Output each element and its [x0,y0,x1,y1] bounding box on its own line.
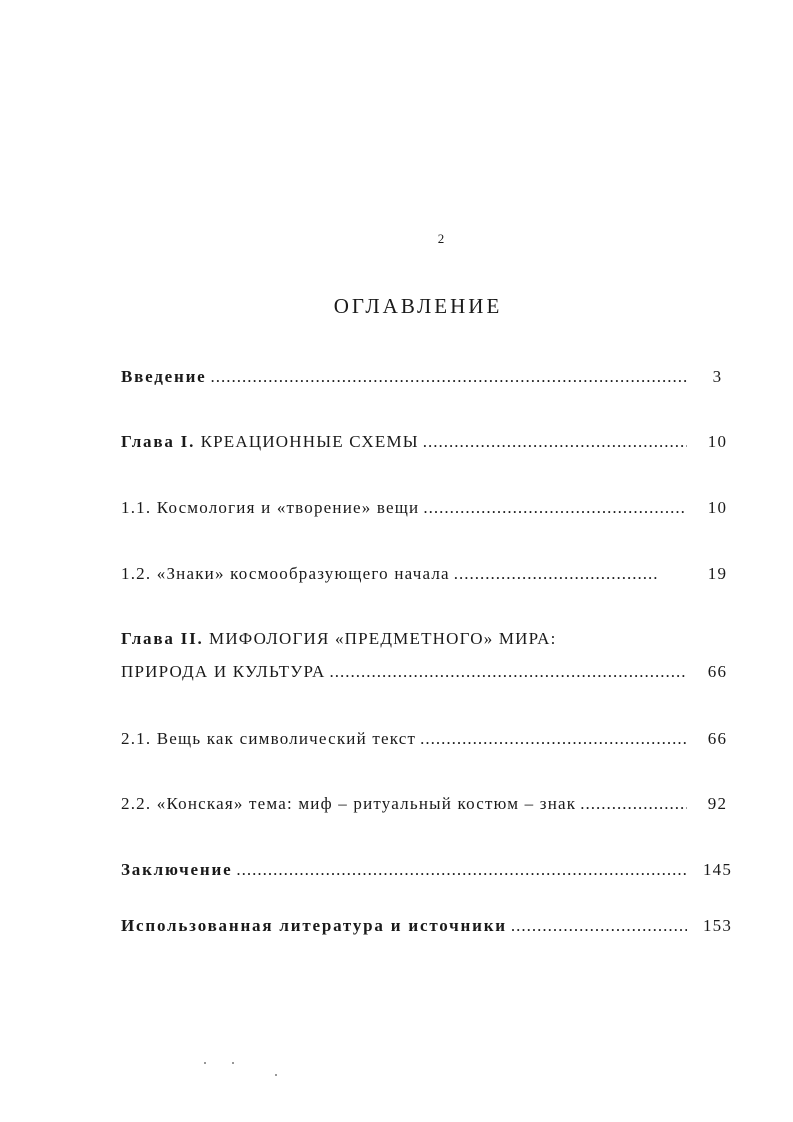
toc-entry-page: 66 [707,729,728,748]
toc-entry-label: 2.1. Вещь как символический текст [121,729,417,748]
toc-entry-conclusion [121,860,687,880]
toc-entry-label: Заключение [121,860,233,879]
toc-entry-page: 3 [712,367,723,386]
toc-entry-label: 1.1. Космология и «творение» вещи [121,498,420,517]
toc-entry-label: Глава I. КРЕАЦИОННЫЕ СХЕМЫ [121,432,419,451]
toc-entry-page: 10 [707,498,728,517]
dot-leader [423,432,687,452]
toc-entry-page: 153 [702,916,733,935]
toc-entry-label: Использованная литература и источники [121,916,507,935]
toc-entry-section-2-2 [121,794,687,814]
scan-speck [232,1062,234,1064]
toc-entry-introduction [121,367,687,387]
toc-entry-bibliography [121,916,687,936]
toc-entry-label: ПРИРОДА И КУЛЬТУРА [121,662,326,681]
toc-entry-label: Введение [121,367,207,386]
page-number: 2 [437,231,446,246]
toc-entry-chapter-1 [121,432,687,452]
scan-speck [275,1074,277,1076]
dot-leader [329,662,687,682]
toc-entry-page: 66 [707,662,728,681]
toc-entry-chapter-2 [121,629,557,649]
toc-entry-label: 2.2. «Конская» тема: миф – ритуальный костюм – знак [121,794,577,813]
dot-leader [454,564,657,584]
toc-entry-page: 92 [707,794,728,813]
toc-entry-label: Глава II. МИФОЛОГИЯ «ПРЕДМЕТНОГО» МИРА: [121,629,557,648]
dot-leader [211,367,687,387]
toc-entry-page: 145 [702,860,733,879]
toc-entry-page: 10 [707,432,728,451]
toc-entry-section-1-2 [121,564,657,584]
scan-speck [204,1062,206,1064]
toc-entry-chapter-2-cont [121,662,687,682]
dot-leader [236,860,687,880]
toc-entry-section-2-1 [121,729,687,749]
dot-leader [511,916,687,936]
dot-leader [423,498,687,518]
toc-entry-page: 19 [707,564,728,583]
dot-leader [420,729,687,749]
toc-entry-label: 1.2. «Знаки» космообразующего начала [121,564,450,583]
dot-leader [580,794,687,814]
toc-title: ОГЛАВЛЕНИЕ [333,294,503,318]
toc-entry-section-1-1 [121,498,687,518]
